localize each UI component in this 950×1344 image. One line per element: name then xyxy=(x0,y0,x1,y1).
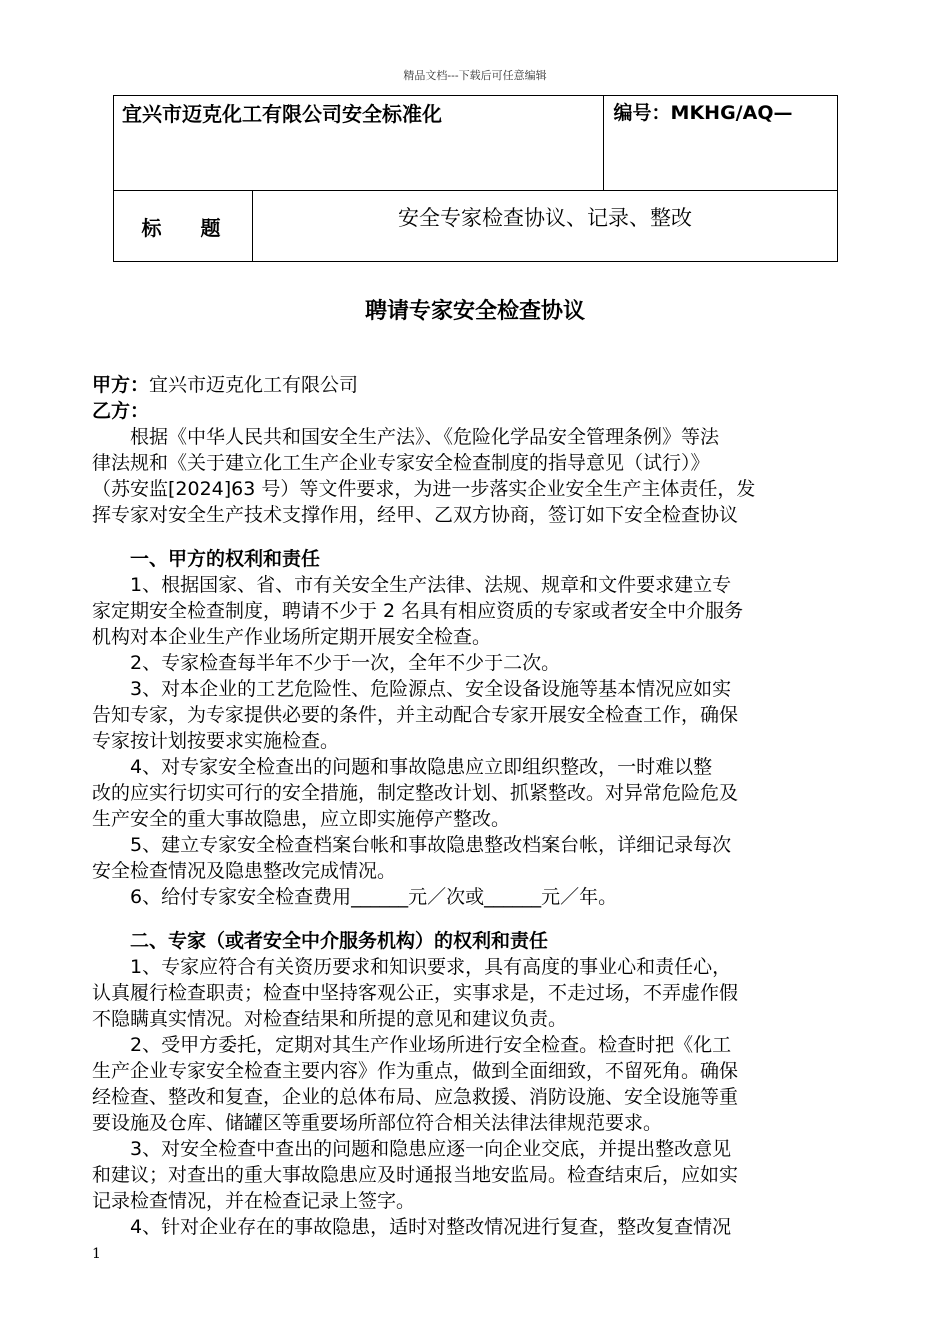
intro-line: 挥专家对安全生产技术支撑作用，经甲、乙双方协商，签订如下安全检查协议 xyxy=(92,504,739,526)
paragraph-line: 记录检查情况，并在检查记录上签字。 xyxy=(92,1190,416,1212)
paragraph-line: 不隐瞒真实情况。对检查结果和所提的意见和建议负责。 xyxy=(92,1008,568,1030)
paragraph-line: 生产企业专家安全检查主要内容》作为重点，做到全面细致，不留死角。确保 xyxy=(92,1060,739,1082)
section-heading: 一、甲方的权利和责任 xyxy=(130,548,321,570)
page-header-note: 精品文档---下载后可任意编辑 xyxy=(403,69,547,82)
paragraph-line: 告知专家，为专家提供必要的条件，并主动配合专家开展安全检查工作，确保 xyxy=(92,704,739,726)
party-b-label: 乙方： xyxy=(92,400,150,422)
paragraph-line: 3、对本企业的工艺危险性、危险源点、安全设备设施等基本情况应如实 xyxy=(130,678,732,700)
paragraph-line: 6、给付专家安全检查费用______元／次或______元／年。 xyxy=(130,886,618,908)
intro-line: 律法规和《关于建立化工生产企业专家安全检查制度的指导意见（试行）》 xyxy=(92,452,710,474)
paragraph-line: 2、受甲方委托，定期对其生产作业场所进行安全检查。检查时把《化工 xyxy=(130,1034,732,1056)
paragraph-line: 和建议；对查出的重大事故隐患应及时通报当地安监局。检查结束后，应如实 xyxy=(92,1164,739,1186)
paragraph-line: 认真履行检查职责；检查中坚持客观公正，实事求是，不走过场，不弄虚作假 xyxy=(92,982,739,1004)
paragraph-line: 1、专家应符合有关资历要求和知识要求，具有高度的事业心和责任心， xyxy=(130,956,732,978)
party-b-line xyxy=(92,398,864,424)
paragraph-line: 4、对专家安全检查出的问题和事故隐患应立即组织整改，一时难以整 xyxy=(130,756,713,778)
paragraph-line: 3、对安全检查中查出的问题和隐患应逐一向企业交底，并提出整改意见 xyxy=(130,1138,732,1160)
title-value-cell: 安全专家检查协议、记录、整改 xyxy=(253,191,838,262)
paragraph-line: 要设施及仓库、储罐区等重要场所部位符合相关法律法律规范要求。 xyxy=(92,1112,663,1134)
code-cell: 编号：MKHG/AQ— xyxy=(603,96,837,191)
section-heading: 二、专家（或者安全中介服务机构）的权利和责任 xyxy=(130,930,549,952)
paragraph-line: 1、根据国家、省、市有关安全生产法律、法规、规章和文件要求建立专 xyxy=(130,574,732,596)
title-label-cell: 标 题 xyxy=(114,191,253,262)
paragraph-line: 改的应实行切实可行的安全措施，制定整改计划、抓紧整改。对异常危险危及 xyxy=(92,782,739,804)
paragraph-line: 机构对本企业生产作业场所定期开展安全检查。 xyxy=(92,626,492,648)
org-cell: 宜兴市迈克化工有限公司安全标准化 xyxy=(114,96,604,191)
paragraph-line: 家定期安全检查制度，聘请不少于 2 名具有相应资质的专家或者安全中介服务 xyxy=(92,600,744,622)
page-number: 1 xyxy=(92,1246,101,1262)
intro-line: （苏安监[2024]63 号）等文件要求，为进一步落实企业安全生产主体责任，发 xyxy=(92,478,756,500)
party-a-value: 宜兴市迈克化工有限公司 xyxy=(149,374,359,396)
paragraph-line: 专家按计划按要求实施检查。 xyxy=(92,730,340,752)
party-a-label: 甲方： xyxy=(92,374,150,396)
paragraph-line: 2、专家检查每半年不少于一次，全年不少于二次。 xyxy=(130,652,561,674)
paragraph-line: 安全检查情况及隐患整改完成情况。 xyxy=(92,860,397,882)
header-table xyxy=(113,95,838,262)
document-title: 聘请专家安全检查协议 xyxy=(364,299,585,324)
party-a-line xyxy=(92,372,864,398)
paragraph-line: 4、针对企业存在的事故隐患，适时对整改情况进行复查，整改复查情况 xyxy=(130,1216,732,1238)
paragraph-line: 5、建立专家安全检查档案台帐和事故隐患整改档案台帐，详细记录每次 xyxy=(130,834,732,856)
paragraph-line: 经检查、整改和复查，企业的总体布局、应急救援、消防设施、安全设施等重 xyxy=(92,1086,739,1108)
document-body xyxy=(92,372,864,1240)
paragraph-line: 生产安全的重大事故隐患，应立即实施停产整改。 xyxy=(92,808,511,830)
intro-line: 根据《中华人民共和国安全生产法》、《危险化学品安全管理条例》等法 xyxy=(130,426,720,448)
